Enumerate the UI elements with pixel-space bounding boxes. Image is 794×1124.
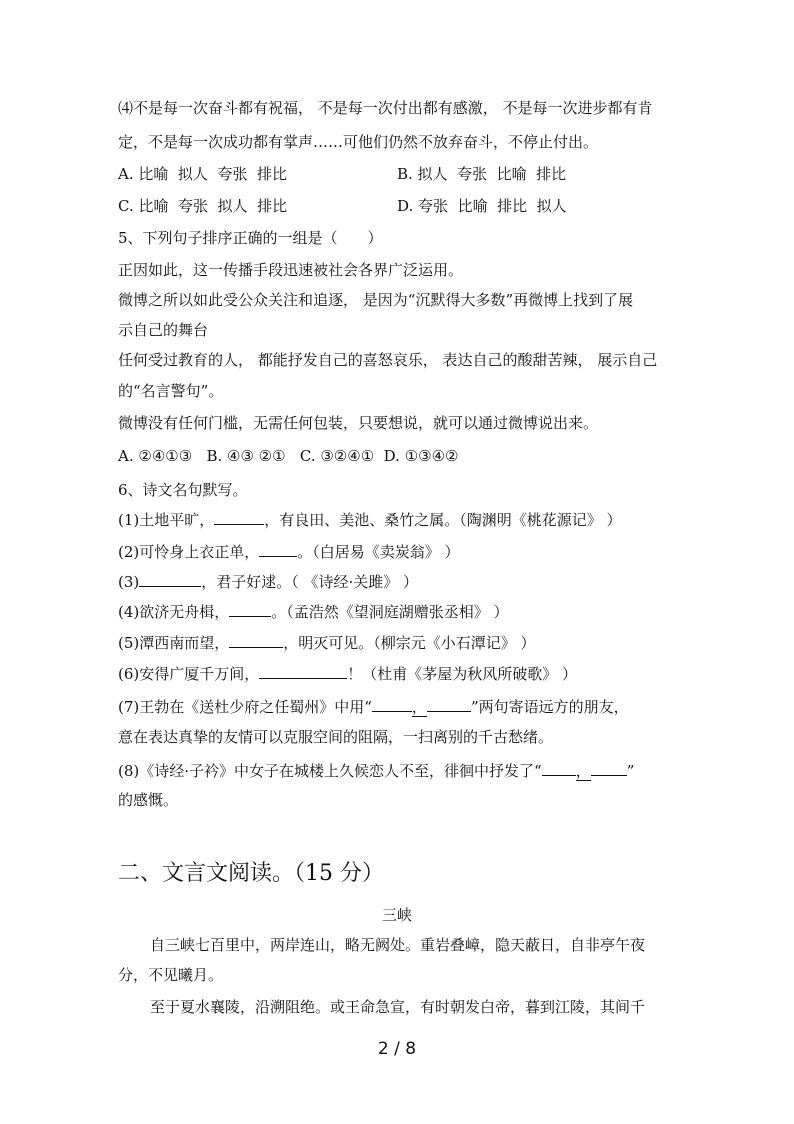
q5-sentence-2-line-2: 示自己的舞台	[118, 321, 209, 339]
q6-item-3-suffix: ，君子好逑。（ 《诗经·关雎》 ）	[201, 573, 419, 591]
q4-option-a: A. 比喻 拟人 夸张 排比	[118, 165, 287, 183]
q6-item-4-prefix: (4)欲济无舟楫，	[118, 603, 230, 621]
fill-in-blank[interactable]	[372, 696, 412, 712]
section-heading: 二、文言文阅读。（15 分）	[118, 861, 384, 886]
q6-item-8-suffix: ”	[626, 762, 635, 780]
q6-item-8-prefix: (8)《诗经·子衿》中女子在城楼上久候恋人不至，徘徊中抒发了“	[118, 762, 542, 780]
fill-in-blank[interactable]	[259, 541, 297, 557]
fill-in-blank[interactable]	[259, 663, 347, 679]
q6-item-1	[118, 509, 622, 530]
passage-title: 三峡	[381, 906, 412, 924]
q4-line-2: 定，不是每一次成功都有掌声……可他们仍然不放弃奋斗，不停止付出。	[118, 133, 599, 151]
page-number: 2 / 8	[377, 1039, 417, 1059]
q4-option-d: D. 夸张 比喻 排比 拟人	[397, 197, 567, 215]
fill-in-blank[interactable]	[427, 696, 471, 712]
q6-item-2-suffix: 。（白居易《卖炭翁》 ）	[297, 543, 460, 561]
passage-paragraph-1-line-2: 分，不见曦月。	[118, 966, 224, 984]
q5-sentence-1: 正因如此，这一传播手段迅速被社会各界广泛运用。	[118, 261, 464, 279]
q6-item-7	[118, 696, 629, 717]
q5-options: A. ②④①③ B. ④③ ②① C. ③②④① D. ①③④②	[118, 447, 459, 465]
q4-option-b: B. 拟人 夸张 比喻 排比	[397, 165, 567, 183]
q6-item-8	[118, 760, 634, 781]
q5-sentence-3-line-2: 的“名言警句”。	[118, 382, 224, 400]
q5-stem: 5、下列句子排序正确的一组是（ ）	[118, 229, 383, 247]
q6-item-7-line-2: 意在表达真挚的友情可以克服空间的阻隔，一扫离别的千古愁绪。	[118, 728, 554, 746]
q4-line-1: ⑷不是每一次奋斗都有祝福， 不是每一次付出都有感激， 不是每一次进步都有肯	[118, 99, 653, 117]
q5-sentence-4: 微博没有任何门槛，无需任何包装，只要想说，就可以通过微博说出来。	[118, 414, 599, 432]
q6-item-8-comma: ，	[575, 762, 591, 780]
q6-item-5-suffix: ，明灭可见。（柳宗元《小石潭记》 ）	[283, 634, 536, 652]
fill-in-blank[interactable]	[229, 632, 283, 648]
q6-item-1-prefix: (1)土地平旷，	[118, 511, 215, 529]
q6-item-7-comma: ，	[411, 698, 427, 716]
q6-item-6-prefix: (6)安得广厦千万间，	[118, 665, 260, 683]
q5-sentence-2-line-1: 微博之所以如此受公众关注和追逐， 是因为“沉默得大多数”再微博上找到了展	[118, 291, 634, 309]
q4-option-c: C. 比喻 夸张 拟人 排比	[118, 197, 288, 215]
q6-item-8-line-2: 的感慨。	[118, 791, 179, 809]
q6-item-7-prefix: (7)王勃在《送杜少府之任蜀州》中用“	[118, 698, 372, 716]
q5-sentence-3-line-1: 任何受过教育的人， 都能抒发自己的喜怒哀乐， 表达自己的酸甜苦辣， 展示自己	[118, 351, 658, 369]
fill-in-blank[interactable]	[214, 509, 264, 525]
q6-item-1-suffix: ，有良田、美池、桑竹之属。（陶渊明《桃花源记》 ）	[264, 511, 622, 529]
q6-item-4-suffix: 。（孟浩然《望洞庭湖赠张丞相》 ）	[271, 603, 509, 621]
q6-item-2-prefix: (2)可怜身上衣正单，	[118, 543, 260, 561]
q6-stem: 6、诗文名句默写。	[118, 481, 248, 499]
q6-item-6	[118, 663, 577, 684]
fill-in-blank[interactable]	[229, 601, 271, 617]
passage-paragraph-2-line-1: 至于夏水襄陵，沿溯阻绝。或王命急宣，有时朝发白帝，暮到江陵，其间千	[150, 998, 646, 1016]
q6-item-6-suffix: ！（杜甫《茅屋为秋风所破歌》 ）	[347, 665, 578, 683]
q6-item-3	[118, 571, 418, 592]
q6-item-5-prefix: (5)潭西南而望，	[118, 634, 230, 652]
fill-in-blank[interactable]	[542, 760, 576, 776]
fill-in-blank[interactable]	[591, 760, 627, 776]
q6-item-5	[118, 632, 536, 653]
q6-item-3-prefix: (3)	[118, 573, 140, 591]
q6-item-2	[118, 541, 460, 562]
q6-item-4	[118, 601, 509, 622]
passage-paragraph-1-line-1: 自三峡七百里中，两岸连山，略无阙处。重岩叠嶂，隐天蔽日，自非亭午夜	[150, 936, 646, 954]
fill-in-blank[interactable]	[139, 571, 201, 587]
q6-item-7-suffix: ”两句寄语远方的朋友，	[470, 698, 629, 716]
